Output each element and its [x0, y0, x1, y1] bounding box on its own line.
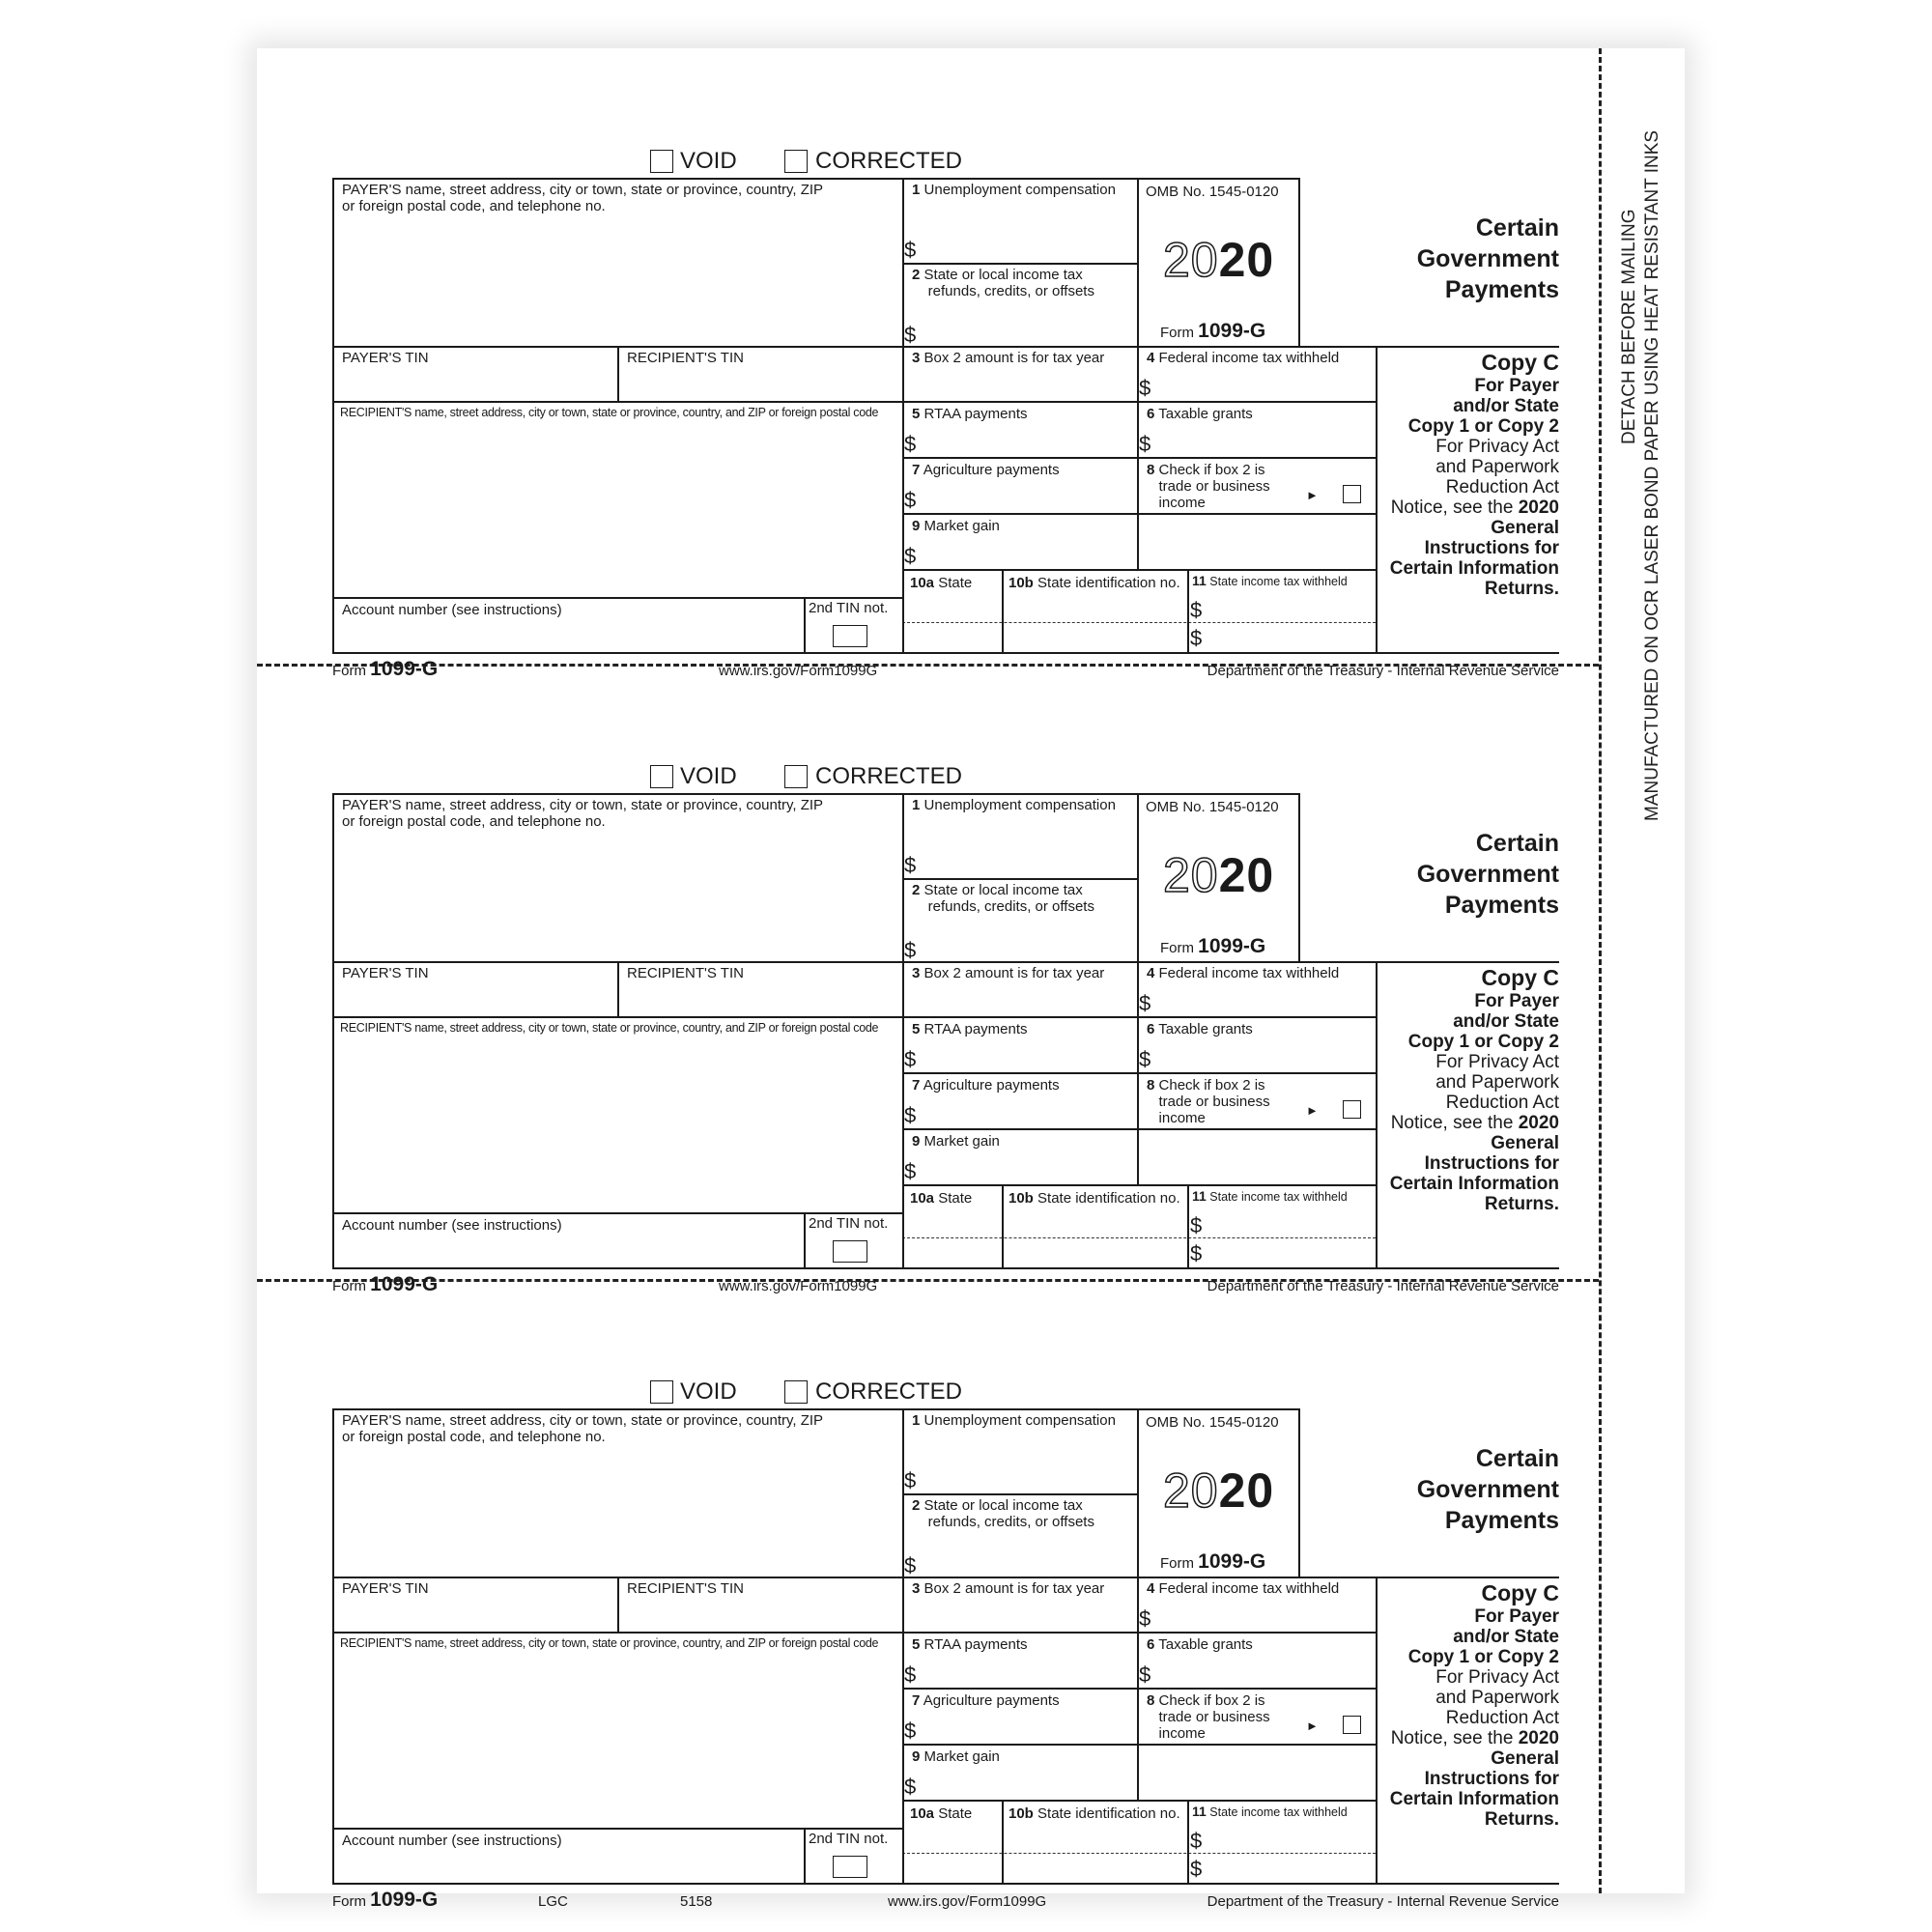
void-checkbox[interactable]: [650, 150, 673, 173]
recipient-tin-label: RECIPIENT'S TIN: [627, 965, 744, 981]
box10a-label: 10a State: [910, 1805, 973, 1822]
form-title: Certain Government Payments: [1416, 1445, 1559, 1534]
box8-label: 8 Check if box 2 is trade or business income: [1147, 462, 1270, 511]
box5-label: 5 RTAA payments: [912, 406, 1028, 422]
box11-dollar-2: $: [1190, 626, 1203, 650]
payer-info-label: PAYER'S name, street address, city or town, state or province, country, ZIP or foreign postal code, and telephone no.: [342, 1412, 824, 1445]
second-tin-checkbox[interactable]: [833, 1240, 867, 1263]
box6-dollar: $: [1139, 432, 1151, 456]
box5-dollar: $: [904, 1047, 917, 1071]
box9-dollar: $: [904, 544, 917, 568]
box1-label: 1 Unemployment compensation: [912, 797, 1116, 813]
box8-checkbox[interactable]: [1343, 1716, 1361, 1734]
box2-label: 2 State or local income tax refunds, credits, or offsets: [912, 882, 1094, 915]
arrow-icon: ►: [1306, 1719, 1319, 1733]
box1-dollar: $: [904, 1468, 917, 1492]
box10b-label: 10b State identification no.: [1009, 1190, 1180, 1207]
corrected-checkbox[interactable]: [784, 150, 808, 173]
corrected-label: CORRECTED: [815, 1378, 963, 1405]
omb-number: OMB No. 1545-0120: [1146, 1414, 1279, 1431]
box6-dollar: $: [1139, 1047, 1151, 1071]
box3-label: 3 Box 2 amount is for tax year: [912, 1580, 1105, 1597]
second-tin-checkbox[interactable]: [833, 625, 867, 647]
footer-website[interactable]: www.irs.gov/Form1099G: [719, 663, 878, 679]
form-1099g-copy: [332, 1325, 1559, 1911]
box1-label: 1 Unemployment compensation: [912, 182, 1116, 198]
box2-dollar: $: [904, 323, 917, 347]
box6-label: 6 Taxable grants: [1147, 1021, 1253, 1037]
corrected-label: CORRECTED: [815, 763, 963, 789]
second-tin-label: 2nd TIN not.: [809, 1215, 889, 1232]
footer-website[interactable]: www.irs.gov/Form1099G: [888, 1893, 1047, 1910]
box6-label: 6 Taxable grants: [1147, 406, 1253, 422]
box11-label: 11 State income tax withheld: [1192, 1804, 1348, 1819]
payer-info-label: PAYER'S name, street address, city or town, state or province, country, ZIP or foreign postal code, and telephone no.: [342, 182, 824, 214]
box6-dollar: $: [1139, 1662, 1151, 1687]
corrected-checkbox[interactable]: [784, 1380, 808, 1404]
box1-label: 1 Unemployment compensation: [912, 1412, 1116, 1429]
box11-dollar-2: $: [1190, 1241, 1203, 1265]
form-title: Certain Government Payments: [1416, 214, 1559, 303]
recipient-info-label: RECIPIENT'S name, street address, city or town, state or province, country, and ZIP or foreign postal code: [340, 1021, 879, 1035]
copy-designation: Copy C For Payer and/or State Copy 1 or Copy 2 For Privacy Act and Paperwork Reduction Act Notice, see the 2020 General Instructions for Certain Information Returns.: [1389, 350, 1559, 599]
box3-label: 3 Box 2 amount is for tax year: [912, 350, 1105, 366]
recipient-tin-label: RECIPIENT'S TIN: [627, 1580, 744, 1597]
box1-dollar: $: [904, 238, 917, 262]
recipient-info-label: RECIPIENT'S name, street address, city or town, state or province, country, and ZIP or foreign postal code: [340, 1636, 879, 1650]
tax-year: 2020: [1163, 848, 1275, 902]
box4-dollar: $: [1139, 991, 1151, 1015]
box1-dollar: $: [904, 853, 917, 877]
box4-dollar: $: [1139, 1606, 1151, 1631]
form-id: Form 1099-G: [1160, 1550, 1266, 1573]
box7-label: 7 Agriculture payments: [912, 1692, 1060, 1709]
box10b-label: 10b State identification no.: [1009, 1805, 1180, 1822]
form-id: Form 1099-G: [1160, 935, 1266, 957]
void-label: VOID: [680, 148, 737, 174]
account-number-label: Account number (see instructions): [342, 1217, 562, 1234]
box3-label: 3 Box 2 amount is for tax year: [912, 965, 1105, 981]
form-sheet: [257, 48, 1685, 1911]
box4-label: 4 Federal income tax withheld: [1147, 965, 1340, 981]
box11-dollar-1: $: [1190, 1829, 1203, 1853]
box10a-label: 10a State: [910, 575, 973, 591]
void-checkbox[interactable]: [650, 765, 673, 788]
box9-label: 9 Market gain: [912, 518, 1000, 534]
footer-department: Department of the Treasury - Internal Revenue Service: [1207, 1278, 1559, 1294]
corrected-checkbox[interactable]: [784, 765, 808, 788]
box2-label: 2 State or local income tax refunds, credits, or offsets: [912, 1497, 1094, 1530]
box4-label: 4 Federal income tax withheld: [1147, 350, 1340, 366]
footer-form-id: Form 1099-G: [332, 1889, 439, 1911]
box8-checkbox[interactable]: [1343, 1100, 1361, 1119]
box8-label: 8 Check if box 2 is trade or business income: [1147, 1077, 1270, 1126]
box7-label: 7 Agriculture payments: [912, 462, 1060, 478]
void-checkbox[interactable]: [650, 1380, 673, 1404]
recipient-info-label: RECIPIENT'S name, street address, city or town, state or province, country, and ZIP or foreign postal code: [340, 406, 879, 419]
vertical-tear-line: [1599, 48, 1602, 1893]
detach-notice: DETACH BEFORE MAILING: [1619, 209, 1639, 444]
corrected-label: CORRECTED: [815, 148, 963, 174]
payer-tin-label: PAYER'S TIN: [342, 1580, 429, 1597]
box11-dollar-1: $: [1190, 1213, 1203, 1237]
void-label: VOID: [680, 763, 737, 789]
omb-number: OMB No. 1545-0120: [1146, 799, 1279, 815]
payer-info-label: PAYER'S name, street address, city or town, state or province, country, ZIP or foreign postal code, and telephone no.: [342, 797, 824, 830]
box2-dollar: $: [904, 1553, 917, 1577]
arrow-icon: ►: [1306, 1103, 1319, 1118]
box4-label: 4 Federal income tax withheld: [1147, 1580, 1340, 1597]
box9-dollar: $: [904, 1775, 917, 1799]
box8-label: 8 Check if box 2 is trade or business income: [1147, 1692, 1270, 1742]
copy-designation: Copy C For Payer and/or State Copy 1 or Copy 2 For Privacy Act and Paperwork Reduction Act Notice, see the 2020 General Instructions for Certain Information Returns.: [1389, 965, 1559, 1214]
form-1099g-copy: [332, 95, 1559, 680]
arrow-icon: ►: [1306, 488, 1319, 502]
footer-code: 5158: [680, 1893, 713, 1910]
box7-dollar: $: [904, 1719, 917, 1743]
box9-label: 9 Market gain: [912, 1748, 1000, 1765]
recipient-tin-label: RECIPIENT'S TIN: [627, 350, 744, 366]
form-id: Form 1099-G: [1160, 320, 1266, 342]
box11-dollar-2: $: [1190, 1857, 1203, 1881]
account-number-label: Account number (see instructions): [342, 1833, 562, 1849]
box4-dollar: $: [1139, 376, 1151, 400]
box5-dollar: $: [904, 432, 917, 456]
second-tin-label: 2nd TIN not.: [809, 1831, 889, 1847]
second-tin-checkbox[interactable]: [833, 1856, 867, 1878]
second-tin-label: 2nd TIN not.: [809, 600, 889, 616]
box6-label: 6 Taxable grants: [1147, 1636, 1253, 1653]
box10a-label: 10a State: [910, 1190, 973, 1207]
box5-label: 5 RTAA payments: [912, 1636, 1028, 1653]
box9-dollar: $: [904, 1159, 917, 1183]
manufactured-notice: MANUFACTURED ON OCR LASER BOND PAPER USING HEAT RESISTANT INKS: [1642, 129, 1662, 821]
box5-label: 5 RTAA payments: [912, 1021, 1028, 1037]
box10b-label: 10b State identification no.: [1009, 575, 1180, 591]
box11-label: 11 State income tax withheld: [1192, 573, 1348, 588]
tax-year: 2020: [1163, 1463, 1275, 1518]
footer-department: Department of the Treasury - Internal Revenue Service: [1207, 1893, 1559, 1910]
box7-dollar: $: [904, 1103, 917, 1127]
payer-tin-label: PAYER'S TIN: [342, 350, 429, 366]
copy-designation: Copy C For Payer and/or State Copy 1 or Copy 2 For Privacy Act and Paperwork Reduction Act Notice, see the 2020 General Instructions for Certain Information Returns.: [1389, 1580, 1559, 1830]
form-title: Certain Government Payments: [1416, 830, 1559, 919]
box7-label: 7 Agriculture payments: [912, 1077, 1060, 1094]
void-label: VOID: [680, 1378, 737, 1405]
tax-year: 2020: [1163, 233, 1275, 287]
payer-tin-label: PAYER'S TIN: [342, 965, 429, 981]
form-1099g-copy: [332, 710, 1559, 1295]
box2-dollar: $: [904, 938, 917, 962]
footer-form-id: Form 1099-G: [332, 658, 439, 680]
box5-dollar: $: [904, 1662, 917, 1687]
box9-label: 9 Market gain: [912, 1133, 1000, 1150]
box11-dollar-1: $: [1190, 598, 1203, 622]
footer-form-id: Form 1099-G: [332, 1273, 439, 1295]
box11-label: 11 State income tax withheld: [1192, 1188, 1348, 1204]
box7-dollar: $: [904, 488, 917, 512]
footer-website[interactable]: www.irs.gov/Form1099G: [719, 1278, 878, 1294]
footer-department: Department of the Treasury - Internal Revenue Service: [1207, 663, 1559, 679]
account-number-label: Account number (see instructions): [342, 602, 562, 618]
box8-checkbox[interactable]: [1343, 485, 1361, 503]
omb-number: OMB No. 1545-0120: [1146, 184, 1279, 200]
box2-label: 2 State or local income tax refunds, credits, or offsets: [912, 267, 1094, 299]
footer-lgc: LGC: [538, 1893, 568, 1910]
